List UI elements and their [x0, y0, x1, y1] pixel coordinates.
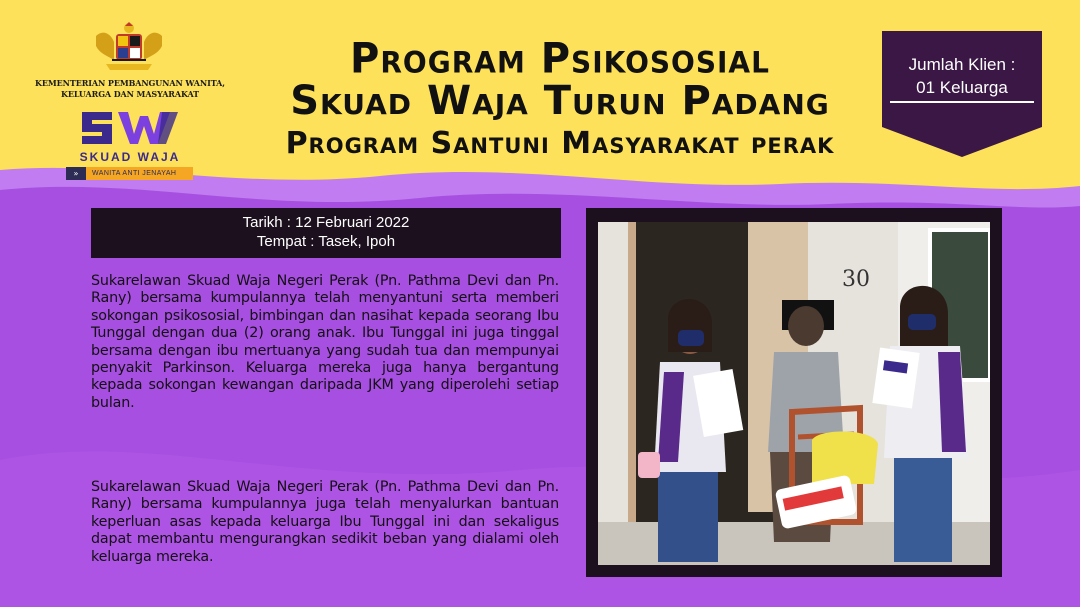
ministry-line-2: KELUARGA DAN MASYARAKAT — [60, 89, 200, 99]
ministry-line-1: KEMENTERIAN PEMBANGUNAN WANITA, — [35, 78, 225, 88]
subtitle: Program Santuni Masyarakat perak — [285, 126, 835, 161]
client-count-label: Jumlah Klien : — [908, 55, 1016, 74]
malaysia-crest-logo — [92, 20, 166, 74]
event-date: Tarikh : 12 Februari 2022 — [242, 214, 410, 231]
body-paragraph-1: Sukarelawan Skuad Waja Negeri Perak (Pn. Pathma Devi dan Pn. Rany) bersama kumpulannya telah menyantuni serta memberi sokongan psikososial, bimbingan dan nasihat kepada seorang Ibu Tunggal dengan dua (2) orang anak. Ibu Tunggal ini juga tinggal bersama dengan ibu mertuanya yang sudah tua dan mempunyai penyakit Parkinson. Keluarga mereka juga hanya bergantung kepada sokongan kewangan daripada JKM yang diperolehi setiap bulan. — [91, 273, 559, 411]
ministry-name — [20, 78, 240, 100]
house-number: 30 — [842, 267, 870, 292]
skuad-waja-tagline: WANITA ANTI JENAYAH — [92, 170, 177, 177]
event-details-box — [91, 208, 561, 258]
event-place: Tempat : Tasek, Ipoh — [256, 233, 396, 250]
main-title-line-1: Program Psikososial — [350, 34, 770, 84]
skuad-waja-logo — [78, 104, 184, 152]
skuad-waja-name: SKUAD WAJA — [79, 150, 181, 164]
double-chevron-icon: » — [66, 167, 86, 180]
client-count-value: 01 Keluarga — [890, 76, 1034, 103]
event-photo — [598, 222, 990, 565]
main-title-line-2: Skuad Waja Turun Padang — [290, 78, 830, 124]
skuad-waja-tagline-bar — [66, 167, 193, 180]
body-paragraph-2: Sukarelawan Skuad Waja Negeri Perak (Pn. Pathma Devi dan Pn. Rany) bersama kumpulannya juga telah menyalurkan bantuan keperluan asas kepada keluarga Ibu Tunggal ini dan sekaligus dapat membantu mengurangkan sedikit beban yang dialami oleh keluarga mereka. — [91, 479, 559, 565]
